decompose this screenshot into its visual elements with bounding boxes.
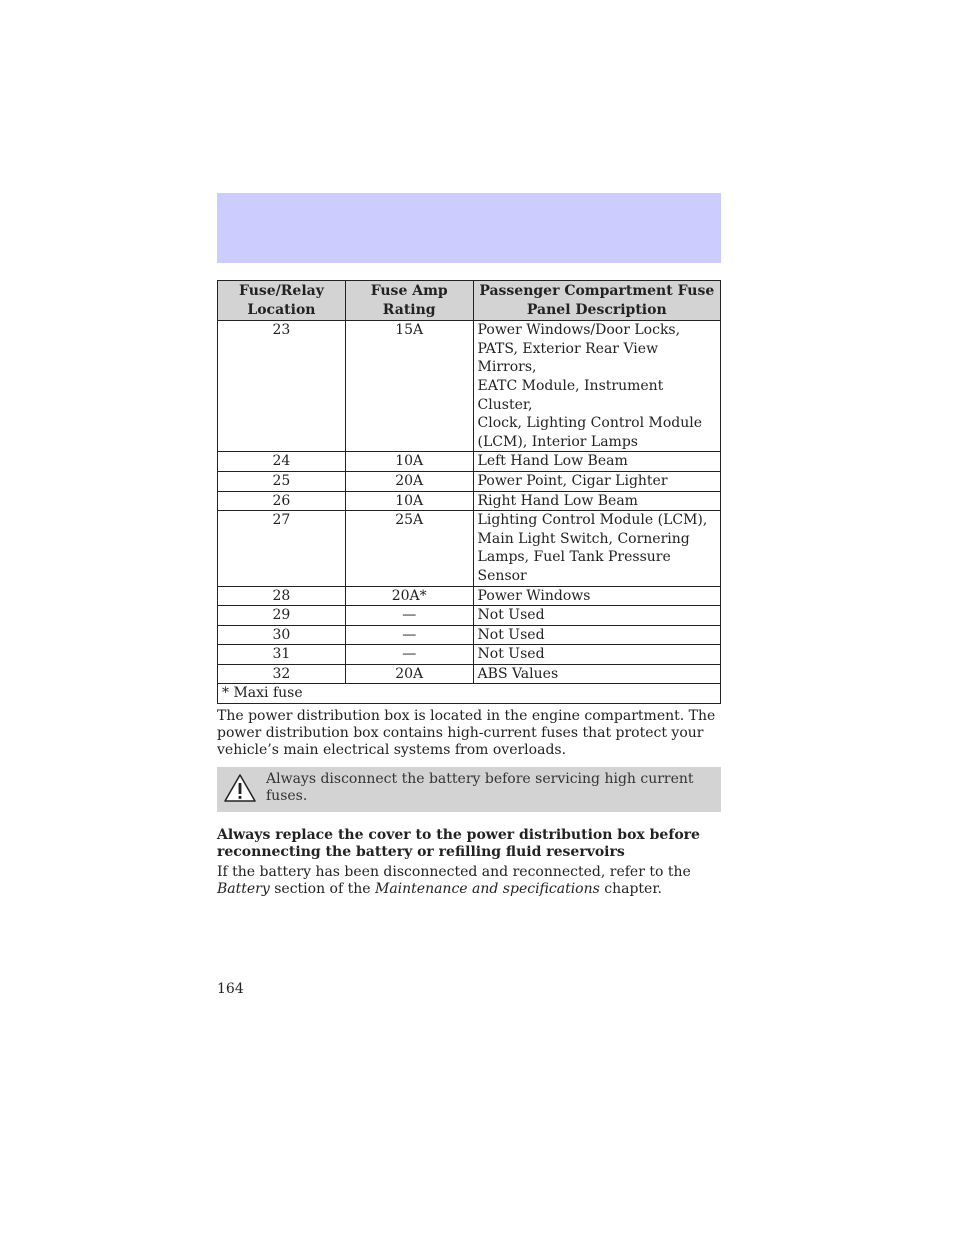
fuse-location-cell: 24 xyxy=(218,452,346,472)
fuse-description-line: Clock, Lighting Control Module xyxy=(477,415,703,432)
fuse-table xyxy=(217,280,721,704)
fuse-description-line: ABS Values xyxy=(477,665,559,682)
fuse-description-line: Power Windows/Door Locks, xyxy=(477,322,681,339)
table-row xyxy=(218,511,721,586)
fuse-description-cell xyxy=(473,471,720,491)
header-description-line1: Passenger Compartment Fuse xyxy=(479,283,715,299)
fuse-location-cell: 25 xyxy=(218,471,346,491)
fuse-rating-cell: — xyxy=(345,625,473,645)
fuse-rating-cell: — xyxy=(345,606,473,626)
warning-box xyxy=(217,767,721,812)
header-location-line1: Fuse/Relay xyxy=(239,283,324,299)
header-location xyxy=(218,281,346,321)
table-footnote: * Maxi fuse xyxy=(218,684,721,704)
table-row xyxy=(218,471,721,491)
cover-note-line: reconnecting the battery or refilling fluid reservoirs xyxy=(217,843,625,860)
fuse-description-line: Sensor xyxy=(477,567,527,584)
page-number: 164 xyxy=(217,981,244,997)
table-row xyxy=(218,452,721,472)
fuse-location-cell: 26 xyxy=(218,491,346,511)
table-row xyxy=(218,645,721,665)
table-header-row xyxy=(218,281,721,321)
fuse-description-cell xyxy=(473,491,720,511)
fuse-description-cell xyxy=(473,645,720,665)
fuse-location-cell: 29 xyxy=(218,606,346,626)
table-row xyxy=(218,586,721,606)
table-body xyxy=(218,321,721,684)
fuse-rating-cell: — xyxy=(345,645,473,665)
intro-line: vehicle’s main electrical systems from overloads. xyxy=(217,742,567,758)
table-row xyxy=(218,664,721,684)
header-rating-line2: Rating xyxy=(382,301,436,318)
reference-middle: section of the xyxy=(269,881,375,897)
fuse-description-line: Power Point, Cigar Lighter xyxy=(477,472,668,489)
intro-line: The power distribution box is located in the engine compartment. The xyxy=(217,708,716,724)
battery-section-ref: Battery xyxy=(217,881,270,897)
fuse-description-line: Right Hand Low Beam xyxy=(477,492,638,509)
reference-end: chapter. xyxy=(599,881,662,897)
cover-note xyxy=(217,827,721,860)
header-description xyxy=(473,281,720,321)
warning-line: fuses. xyxy=(266,788,308,804)
fuse-description-line: Power Windows xyxy=(477,587,591,604)
fuse-rating-cell: 25A xyxy=(345,511,473,586)
fuse-description-cell xyxy=(473,452,720,472)
fuse-description-line: Lighting Control Module (LCM), xyxy=(477,512,708,529)
fuse-description-line: Main Light Switch, Cornering xyxy=(477,530,690,547)
fuse-location-cell: 31 xyxy=(218,645,346,665)
fuse-description-cell xyxy=(473,664,720,684)
fuse-description-line: Not Used xyxy=(477,626,545,643)
table-header xyxy=(218,281,721,321)
reference-paragraph xyxy=(217,864,721,898)
fuse-description-cell xyxy=(473,321,720,452)
fuse-description-line: Lamps, Fuel Tank Pressure xyxy=(477,549,671,566)
fuse-location-cell: 23 xyxy=(218,321,346,452)
fuse-description-line: Left Hand Low Beam xyxy=(477,453,628,470)
fuse-rating-cell: 15A xyxy=(345,321,473,452)
fuse-description-line: EATC Module, Instrument Cluster, xyxy=(477,377,664,413)
header-rating xyxy=(345,281,473,321)
fuse-rating-cell: 20A* xyxy=(345,586,473,606)
fuse-description-cell xyxy=(473,511,720,586)
fuse-description-line: PATS, Exterior Rear View Mirrors, xyxy=(477,340,659,376)
fuse-description-line: Not Used xyxy=(477,646,545,663)
header-location-line2: Location xyxy=(247,301,316,318)
fuse-description-cell xyxy=(473,606,720,626)
fuse-description-line: (LCM), Interior Lamps xyxy=(477,433,638,450)
intro-line: power distribution box contains high-current fuses that protect your xyxy=(217,725,704,741)
fuse-rating-cell: 10A xyxy=(345,491,473,511)
table-row xyxy=(218,321,721,452)
table-row xyxy=(218,491,721,511)
fuse-rating-cell: 20A xyxy=(345,471,473,491)
header-rating-line1: Fuse Amp xyxy=(370,283,448,299)
fuse-rating-cell: 10A xyxy=(345,452,473,472)
warning-line: Always disconnect the battery before servicing high current xyxy=(266,771,694,787)
header-band xyxy=(217,193,721,263)
warning-text xyxy=(266,771,706,805)
fuse-location-cell: 28 xyxy=(218,586,346,606)
cover-note-line: Always replace the cover to the power distribution box before xyxy=(217,827,700,843)
fuse-rating-cell: 20A xyxy=(345,664,473,684)
table-footnote-row xyxy=(218,684,721,704)
fuse-description-cell xyxy=(473,586,720,606)
header-description-line2: Panel Description xyxy=(526,301,667,318)
intro-paragraph xyxy=(217,708,721,759)
fuse-location-cell: 32 xyxy=(218,664,346,684)
reference-line1: If the battery has been disconnected and reconnected, refer to the xyxy=(217,864,691,880)
chapter-ref: Maintenance and specifications xyxy=(374,881,600,897)
warning-triangle-icon xyxy=(223,773,257,803)
table-row xyxy=(218,625,721,645)
fuse-description-line: Not Used xyxy=(477,607,545,624)
fuse-description-cell xyxy=(473,625,720,645)
fuse-location-cell: 30 xyxy=(218,625,346,645)
fuse-location-cell: 27 xyxy=(218,511,346,586)
table-row xyxy=(218,606,721,626)
